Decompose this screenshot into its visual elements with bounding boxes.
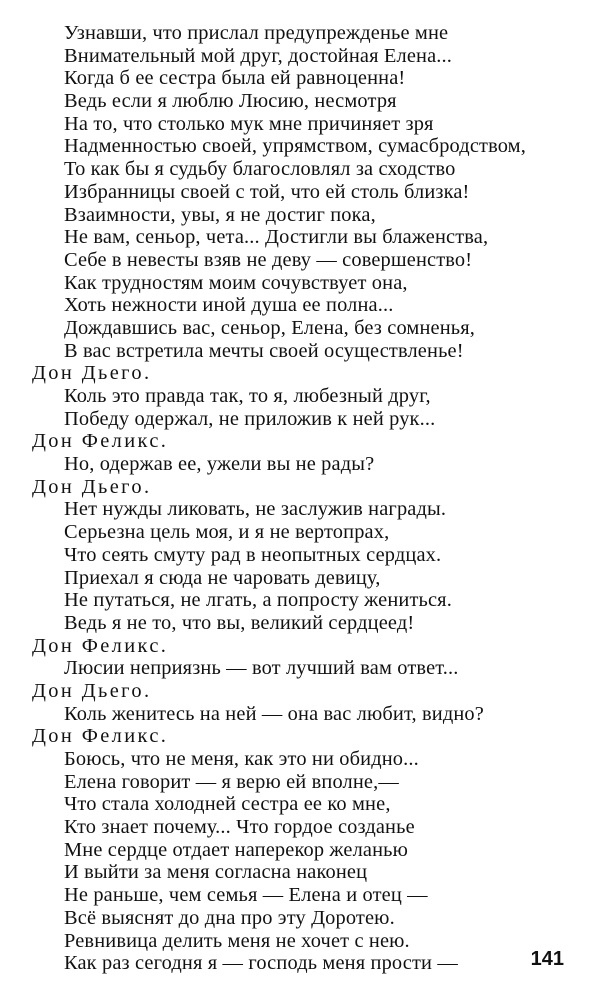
verse-line: Как раз сегодня я — господь меня прости — <box>64 952 458 975</box>
speaker-name: Дон Дьего. <box>32 475 152 498</box>
speaker-name: Дон Феликс. <box>32 430 169 453</box>
verse-text <box>32 22 580 975</box>
verse-line: Елена говорит — я верю ей вполне,— <box>64 770 399 793</box>
verse-line: Взаимности, увы, я не достиг пока, <box>64 203 376 226</box>
verse-line: Люсии неприязнь — вот лучший вам ответ... <box>64 657 459 680</box>
verse-line: Ведь я не то, что вы, великий сердцеед! <box>64 611 415 634</box>
verse-line: Внимательный мой друг, достойная Елена... <box>64 44 453 67</box>
speaker-name: Дон Феликс. <box>32 725 169 748</box>
verse-line: Не раньше, чем семья — Елена и отец — <box>64 884 428 907</box>
verse-line: Коль женитесь на ней — она вас любит, видно? <box>64 702 484 725</box>
verse-line: Не вам, сеньор, чета... Достигли вы блаженства, <box>64 226 489 249</box>
speaker-name: Дон Дьего. <box>32 362 152 385</box>
verse-line: На то, что столько мук мне причиняет зря <box>64 112 434 135</box>
verse-line: Ревнивица делить меня не хочет с нею. <box>64 929 410 952</box>
verse-line: То как бы я судьбу благословлял за сходство <box>64 158 456 181</box>
verse-line: Ведь если я люблю Люсию, несмотря <box>64 90 397 113</box>
page-number: 141 <box>530 948 564 970</box>
verse-line: Надменностью своей, упрямством, сумасбродством, <box>64 135 526 158</box>
verse-line: И выйти за меня согласна наконец <box>64 861 368 884</box>
verse-line: Приехал я сюда не чаровать девицу, <box>64 566 381 589</box>
verse-line: Но, одержав ее, ужели вы не рады? <box>64 453 375 476</box>
speaker-name: Дон Феликс. <box>32 634 169 657</box>
verse-line: Нет нужды ликовать, не заслужив награды. <box>64 498 447 521</box>
verse-line: Всё выяснят до дна про эту Доротею. <box>64 906 395 929</box>
verse-line: Хоть нежности иной душа ее полна... <box>64 294 394 317</box>
verse-line: Себе в невесты взяв не деву — совершенство! <box>64 248 473 271</box>
verse-line: Избранницы своей с той, что ей столь близка! <box>64 180 470 203</box>
speaker-name: Дон Дьего. <box>32 679 152 702</box>
verse-line: Когда б ее сестра была ей равноценна! <box>64 67 406 90</box>
verse-line: Коль это правда так, то я, любезный друг, <box>64 385 431 407</box>
verse-line: Что сеять смуту рад в неопытных сердцах. <box>64 543 442 566</box>
verse-line: Узнавши, что прислал предупрежденье мне <box>64 22 449 44</box>
verse-line: Победу одержал, не приложив к ней рук... <box>64 407 436 430</box>
verse-line: Боюсь, что не меня, как это ни обидно... <box>64 748 419 770</box>
verse-line: Не путаться, не лгать, а попросту жениться. <box>64 589 452 612</box>
verse-line: Что стала холодней сестра ее ко мне, <box>64 793 391 816</box>
verse-line: Кто знает почему... Что гордое созданье <box>64 816 415 839</box>
verse-line: Серьезна цель моя, и я не вертопрах, <box>64 521 390 544</box>
verse-line: Как трудностям моим сочувствует она, <box>64 271 408 294</box>
verse-line: В вас встретила мечты своей осуществленье! <box>64 339 464 362</box>
verse-line: Дождавшись вас, сеньор, Елена, без сомненья, <box>64 316 476 339</box>
verse-line: Мне сердце отдает наперекор желанью <box>64 838 409 861</box>
